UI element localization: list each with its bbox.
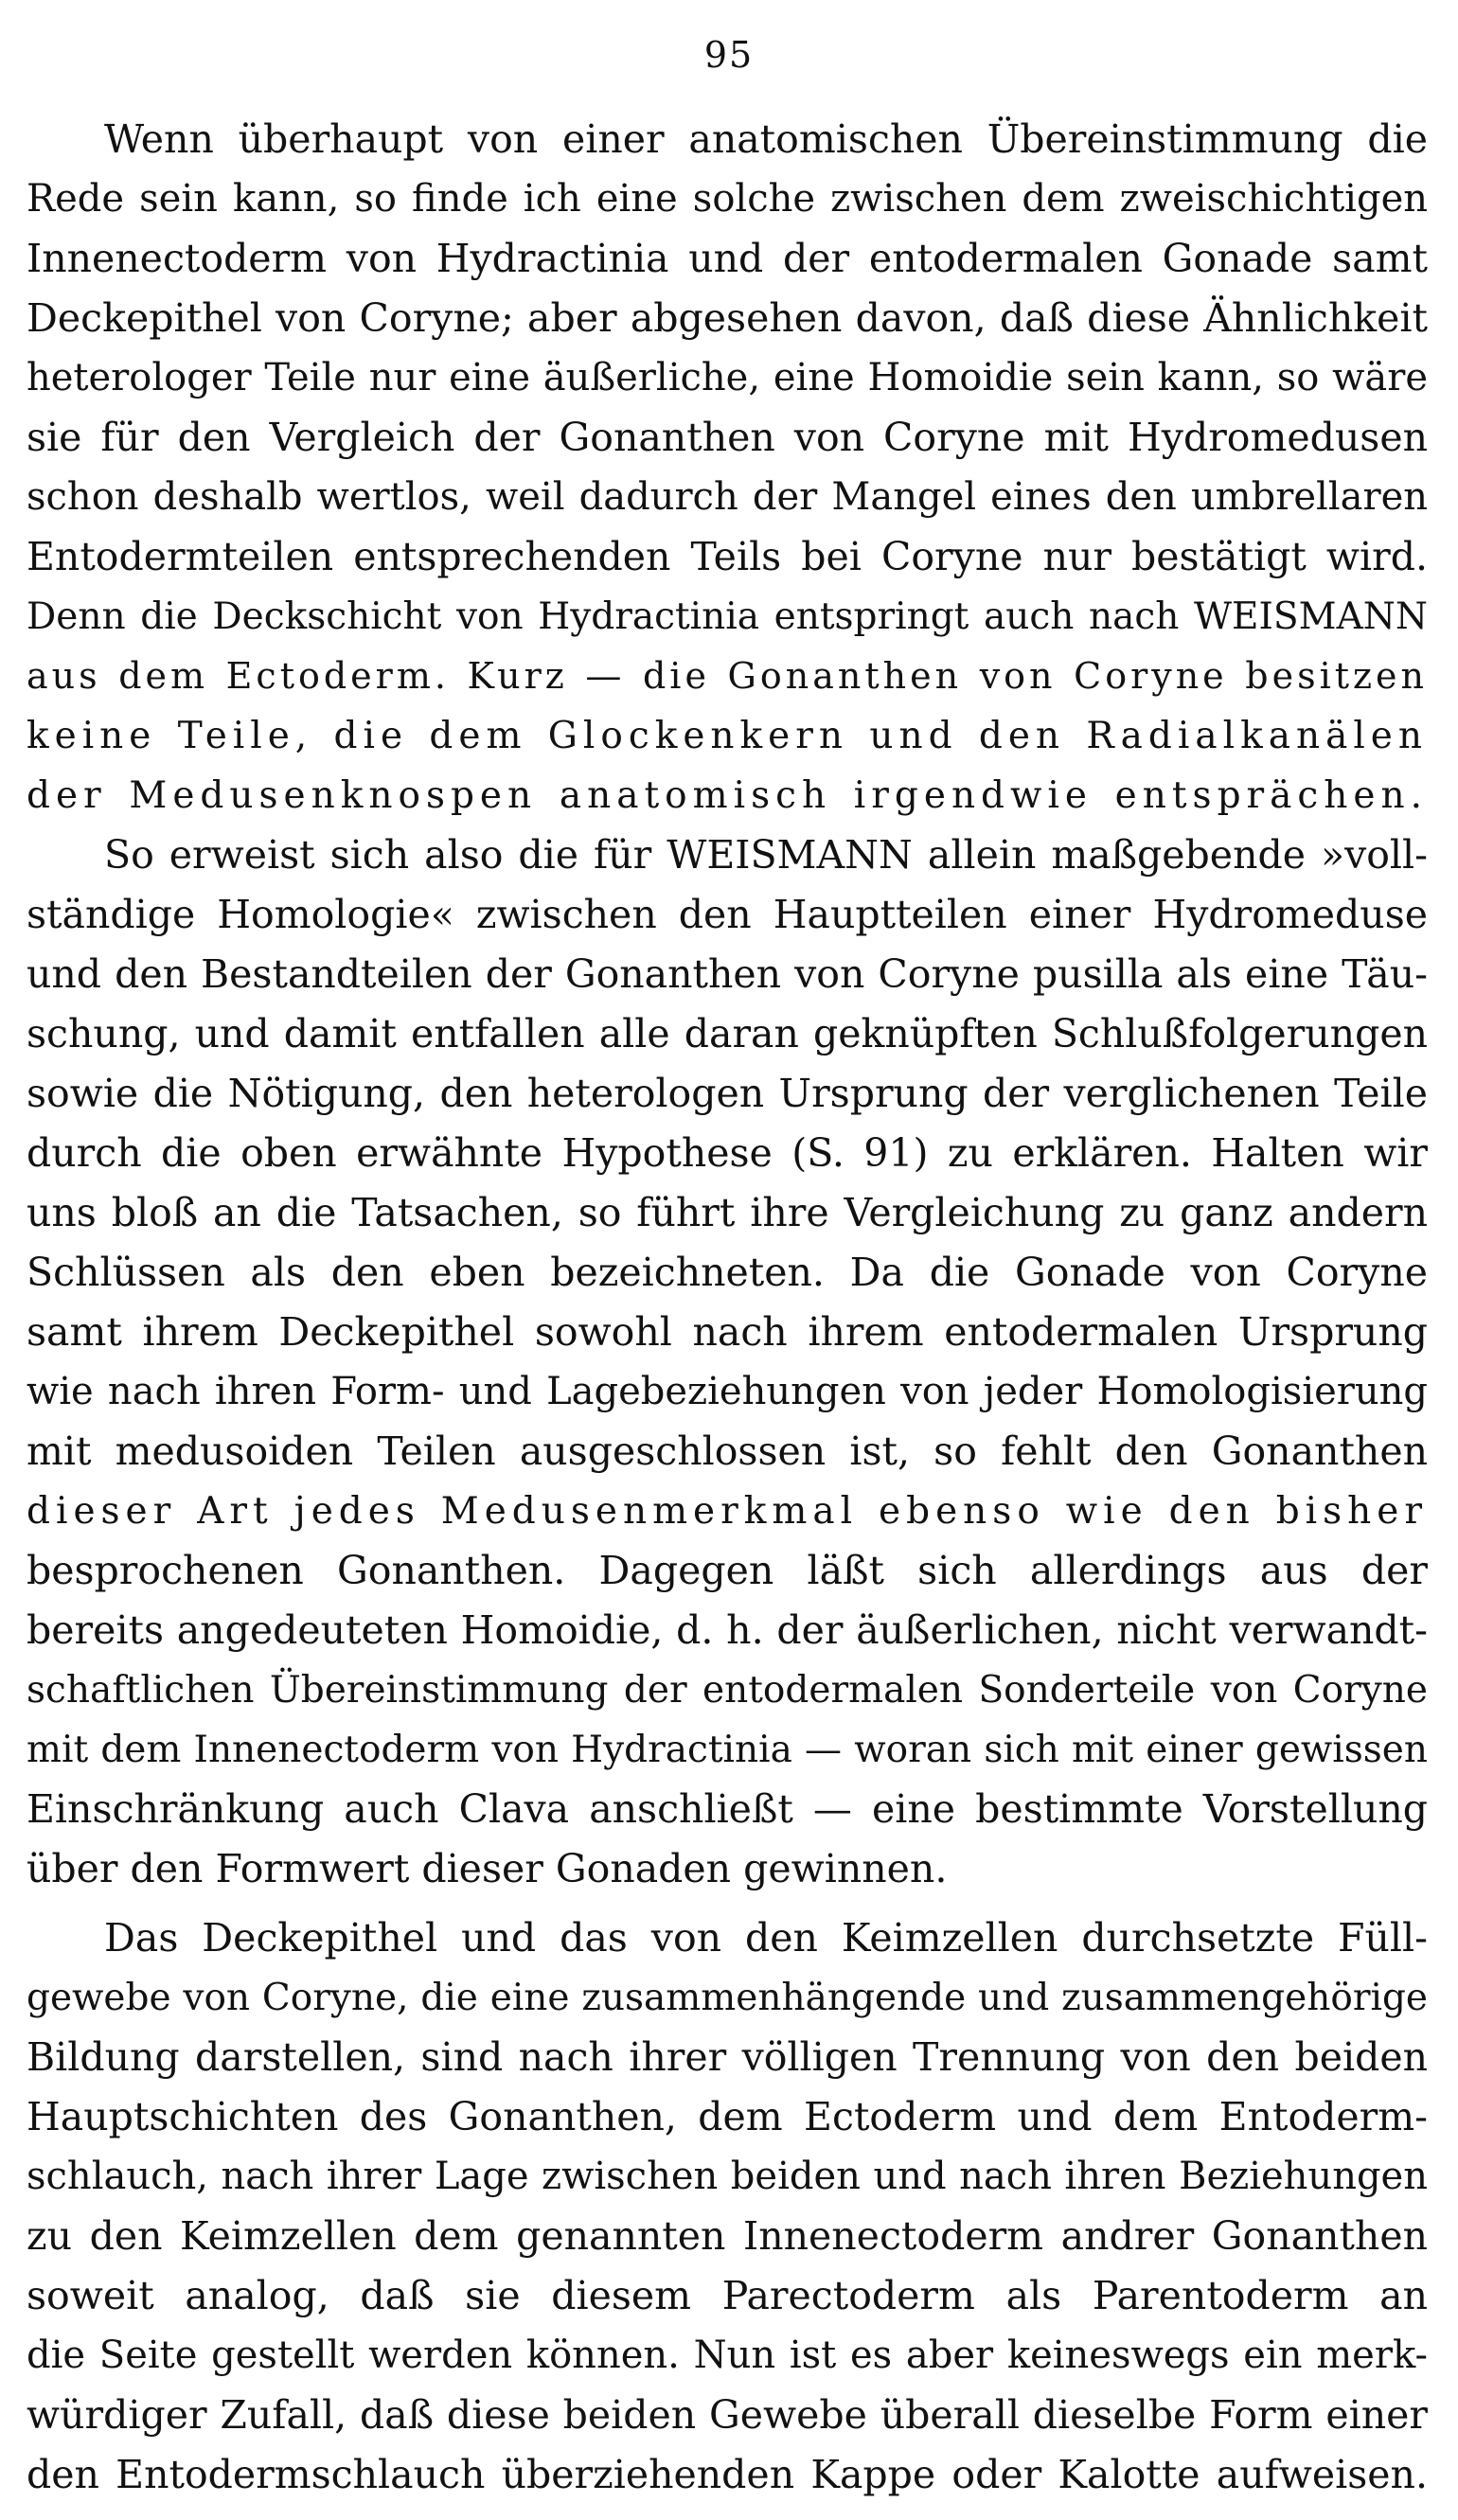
page-number: 95 [703,34,755,76]
text-line: durch die oben erwähnte Hypothese (S. 91) zu erklären. Halten wir [27,1130,1428,1176]
text-line: Das Deckepithel und das von den Keimzellen durchsetzte Füll- [104,1915,1428,1961]
text-line: Rede sein kann, so finde ich eine solche zwischen dem zweischichtigen [27,177,1428,221]
text-line: Entodermteilen entsprechenden Teils bei Coryne nur bestätigt wird. [27,534,1428,579]
text-line: Denn die Deckschicht von Hydractinia entspringt auch nach WEISMANN [27,595,1428,638]
text-line: Deckepithel von Coryne; aber abgesehen davon, daß diese Ähnlichkeit [27,295,1428,341]
text-line: über den Formwert dieser Gonaden gewinnen. [27,1846,948,1891]
text-line: schaftlichen Übereinstimmung der entodermalen Sonderteile von Coryne [27,1669,1428,1712]
text-line: Innenectoderm von Hydractinia und der entodermalen Gonade samt [27,236,1428,281]
text-line: schung, und damit entfallen alle daran geknüpften Schlußfolgerungen [27,1011,1428,1056]
text-line: Bildung darstellen, sind nach ihrer völligen Trennung von den beiden [27,2034,1428,2080]
text-line: dieser Art jedes Medusenmerkmal ebenso wie den bisher [27,1490,1428,1533]
text-line: bereits angedeuteten Homoidie, d. h. der äußerlichen, nicht verwandt- [27,1607,1428,1653]
text-line: und den Bestandteilen der Gonanthen von Coryne pusilla als eine Täu- [27,951,1428,997]
text-line: Einschränkung auch Clava anschließt — eine bestimmte Vorstellung [27,1786,1428,1832]
text-line: Schlüssen als den eben bezeichneten. Da die Gonade von Coryne [27,1250,1428,1295]
text-line: schlauch, nach ihrer Lage zwischen beiden und nach ihren Beziehungen [27,2155,1428,2198]
text-line: sowie die Nötigung, den heterologen Ursprung der verglichenen Teile [27,1071,1428,1116]
text-line: würdiger Zufall, daß diese beiden Gewebe überall dieselbe Form einer [27,2392,1428,2438]
text-line: So erweist sich also die für WEISMANN allein maßgebende »voll- [104,832,1428,878]
text-line: sie für den Vergleich der Gonanthen von Coryne mit Hydromedusen [27,415,1428,460]
text-line: Hauptschichten des Gonanthen, dem Ectoderm und dem Entoderm- [27,2094,1428,2139]
text-line: den Entodermschlauch überziehenden Kappe oder Kalotte aufweisen. [27,2452,1428,2497]
text-line: die Seite gestellt werden können. Nun ist es aber keineswegs ein merk- [27,2334,1428,2377]
text-line: schon deshalb wertlos, weil dadurch der Mangel eines den umbrellaren [27,475,1428,519]
text-line: keine Teile, die dem Glockenkern und den Radialkanälen [27,715,1428,757]
text-line: gewebe von Coryne, die eine zusammenhängende und zusammengehörige [27,1977,1428,2019]
text-line: aus dem Ectoderm. Kurz — die Gonanthen von Coryne besitzen [27,655,1428,697]
text-line: samt ihrem Deckepithel sowohl nach ihrem entodermalen Ursprung [27,1309,1428,1355]
text-line: zu den Keimzellen dem genannten Innenectoderm andrer Gonanthen [27,2213,1428,2259]
text-line: uns bloß an die Tatsachen, so führt ihre Vergleichung zu ganz andern [27,1190,1428,1235]
text-line: mit dem Innenectoderm von Hydractinia — woran sich mit einer gewissen [27,1729,1428,1771]
text-line: heterologer Teile nur eine äußerliche, eine Homoidie sein kann, so wäre [27,356,1428,399]
text-line: Wenn überhaupt von einer anatomischen Übereinstimmung die [104,116,1428,162]
text-line: mit medusoiden Teilen ausgeschlossen ist, so fehlt den Gonanthen [27,1429,1428,1474]
text-line: besprochenen Gonanthen. Dagegen läßt sich allerdings aus der [27,1548,1428,1593]
text-line: soweit analog, daß sie diesem Parectoderm als Parentoderm an [27,2273,1428,2318]
body-text [27,110,1428,2505]
text-line: der Medusenknospen anatomisch irgendwie entsprächen. [27,774,1428,817]
text-line: wie nach ihren Form- und Lagebeziehungen von jeder Homologisierung [27,1370,1428,1413]
text-line: ständige Homologie« zwischen den Hauptteilen einer Hydromeduse [27,892,1428,937]
